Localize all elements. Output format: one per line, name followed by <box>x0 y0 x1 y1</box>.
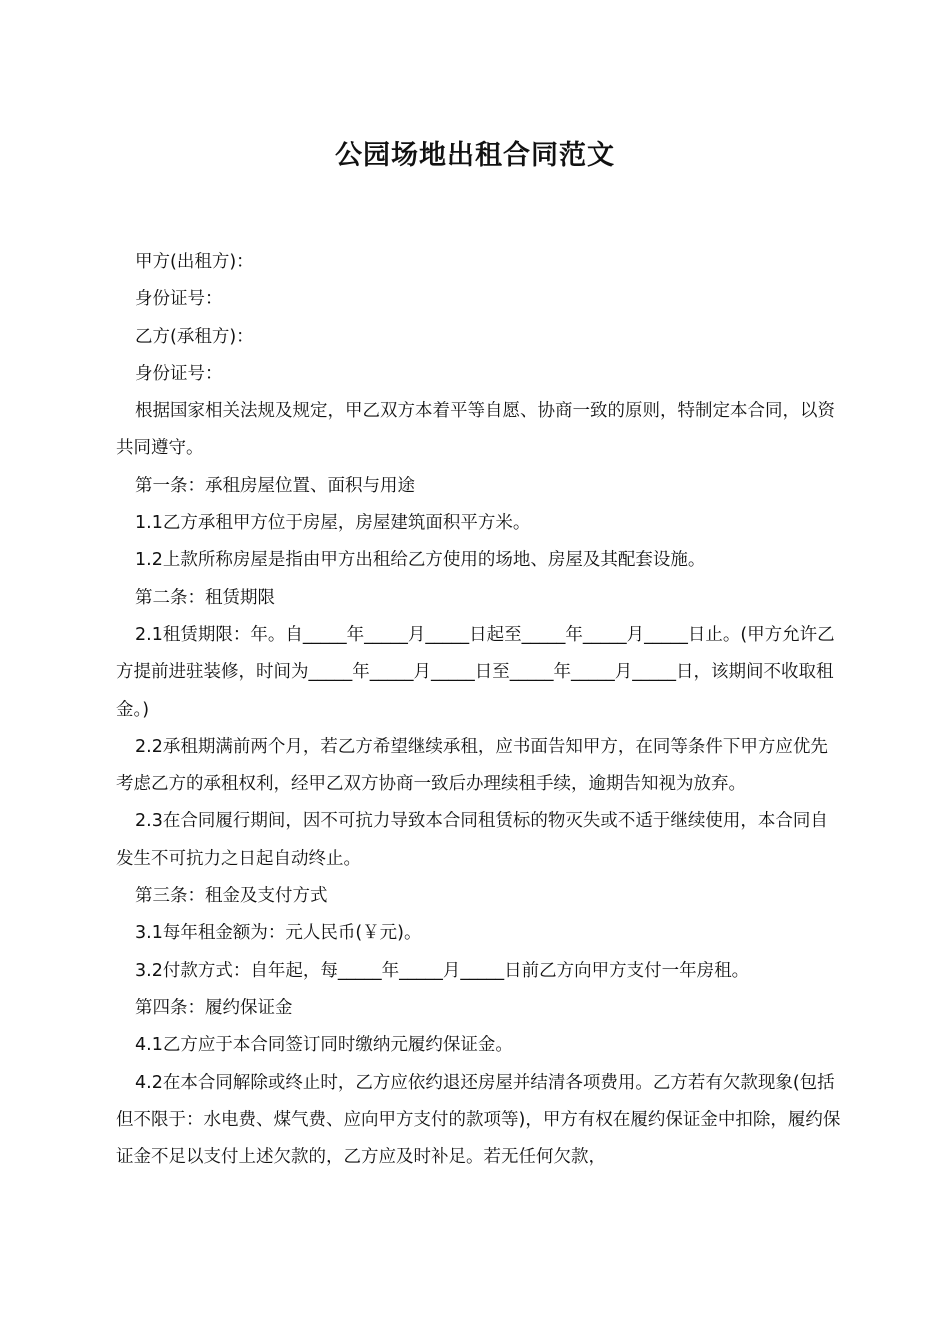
paragraph-clause-1-2: 1.2上款所称房屋是指由甲方出租给乙方使用的场地、房屋及其配套设施。 <box>135 550 706 571</box>
paragraph-party-b-id: 身份证号： <box>135 363 223 384</box>
paragraph-party-a: 甲方(出租方)： <box>135 252 254 272</box>
paragraph-article-2-heading: 第二条：租赁期限 <box>135 587 275 608</box>
paragraph-clause-2-2: 2.2承租期满前两个月，若乙方希望继续承租，应书面告知甲方，在同等条件下甲方应优先考虑乙方的承租权利，经甲乙双方协商一致后办理续租手续，逾期告知视为放弃。 <box>116 736 828 795</box>
paragraph-article-1-heading: 第一条：承租房屋位置、面积与用途 <box>135 475 415 496</box>
paragraph-clause-4-2: 4.2在本合同解除或终止时，乙方应依约退还房屋并结清各项费用。乙方若有欠款现象(包括但不限于：水电费、煤气费、应向甲方支付的款项等)，甲方有权在履约保证金中扣除，履约保证金不足以支付上述欠款的，乙方应及时补足。若无任何欠款， <box>116 1072 841 1168</box>
paragraph-clause-4-1: 4.1乙方应于本合同签订同时缴纳元履约保证金。 <box>135 1035 513 1056</box>
paragraph-party-a-id: 身份证号： <box>135 289 223 310</box>
paragraph-party-b: 乙方(承租方)： <box>135 326 254 347</box>
document-body <box>116 244 842 1176</box>
paragraph-clause-2-1: 2.1租赁期限：年。自_____年_____月_____日起至_____年_____月_____日止。(甲方允许乙方提前进驻装修，时间为_____年_____月_____日至_____年_____月_____日，该期间不收取租金。) <box>116 624 835 720</box>
paragraph-article-4-heading: 第四条：履约保证金 <box>135 997 293 1018</box>
document-title: 公园场地出租合同范文 <box>335 140 615 171</box>
paragraph-preamble: 根据国家相关法规及规定，甲乙双方本着平等自愿、协商一致的原则，特制定本合同，以资共同遵守。 <box>116 401 835 459</box>
paragraph-clause-3-2: 3.2付款方式：自年起，每_____年_____月_____日前乙方向甲方支付一年房租。 <box>135 960 750 981</box>
paragraph-clause-3-1: 3.1每年租金额为：元人民币(￥元)。 <box>135 923 422 944</box>
paragraph-clause-1-1: 1.1乙方承租甲方位于房屋，房屋建筑面积平方米。 <box>135 513 531 534</box>
paragraph-clause-2-3: 2.3在合同履行期间，因不可抗力导致本合同租赁标的物灭失或不适于继续使用，本合同自发生不可抗力之日起自动终止。 <box>116 811 828 869</box>
paragraph-article-3-heading: 第三条：租金及支付方式 <box>135 886 328 907</box>
